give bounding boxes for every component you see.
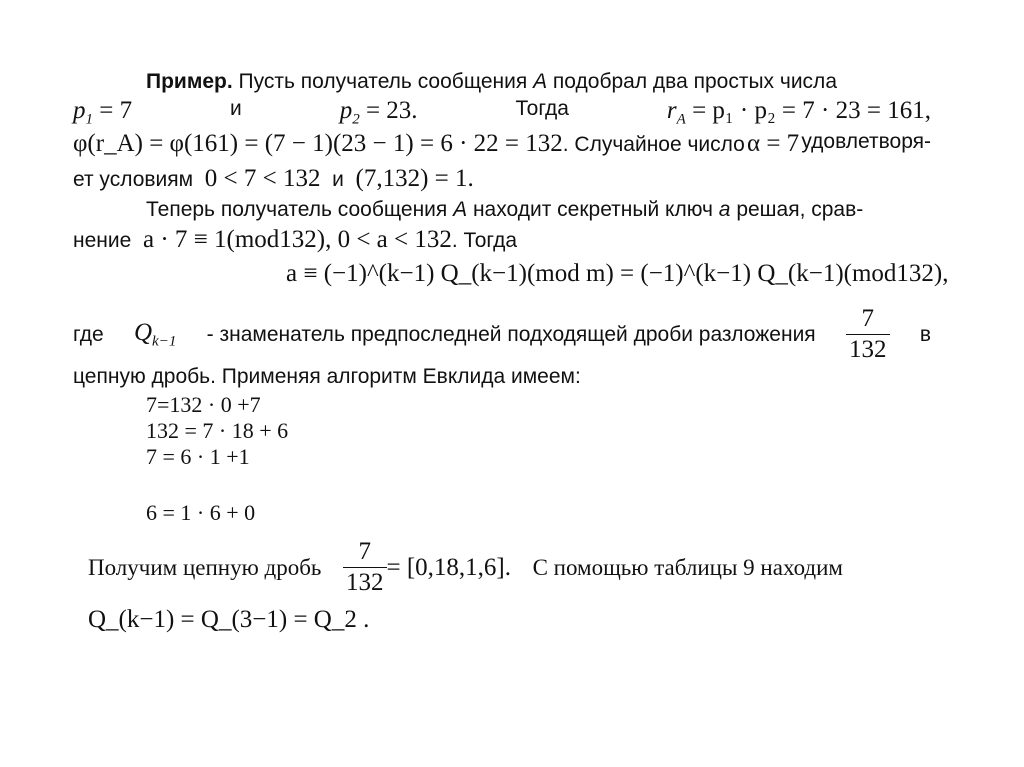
text-fragment: ет условиям	[73, 168, 194, 191]
p1-formula	[73, 97, 132, 128]
text-fragment: . Тогда	[451, 229, 518, 252]
euclid-step-2	[146, 418, 288, 444]
euclid-step-text: 7 = 6 · 1 +1	[146, 444, 250, 469]
continued-fraction	[343, 538, 511, 598]
satisfies-word: удовлетворя-	[801, 130, 931, 153]
fraction-denominator: 132	[343, 567, 387, 598]
paragraph1-line2	[73, 97, 931, 128]
text-fragment: нение	[73, 229, 132, 252]
phi-group	[73, 130, 745, 158]
var-A: A	[533, 70, 548, 93]
paragraph1-line3	[73, 130, 931, 158]
and-word: и	[230, 97, 242, 120]
text-fragment: Пусть получатель сообщения	[232, 70, 534, 93]
var-A: A	[453, 198, 468, 221]
euclid-step-3	[146, 444, 250, 470]
p2-index: 2	[352, 111, 360, 128]
paragraph2-chain-line	[73, 365, 581, 389]
congruence-formula: a · 7 ≡ 1(mod132), 0 < a < 132	[142, 226, 452, 253]
text-fragment: решая, срав-	[730, 198, 864, 221]
Q-symbol-group	[134, 319, 176, 350]
fraction-7-132	[343, 538, 387, 598]
final-formula-text: Q_(k−1) = Q_(3−1) = Q_2 .	[88, 606, 370, 633]
euclid-step-4	[146, 500, 255, 526]
r-symbol: r	[666, 97, 677, 124]
euclid-step-text: 7=132 · 0 +7	[146, 392, 261, 417]
paragraph1-line1	[146, 70, 837, 94]
text-fragment: подобрал два простых числа	[547, 70, 837, 93]
phi-tail: . Случайное число	[562, 133, 745, 156]
fraction-numerator: 7	[861, 305, 874, 332]
paragraph3-line1	[88, 538, 843, 598]
inequality: 0 < 7 < 132	[204, 165, 321, 192]
key-formula	[286, 260, 949, 288]
p2-value: = 23.	[359, 97, 418, 124]
text-fragment: Теперь получатель сообщения	[146, 198, 454, 221]
text-fragment: цепную дробь. Применяя алгоритм Евклида имеем:	[73, 365, 581, 388]
euclid-step-1	[146, 392, 261, 418]
var-a: a	[718, 198, 731, 221]
text-fragment: С помощью таблицы 9 находим	[532, 554, 843, 580]
euclid-step-text: 132 = 7 · 18 + 6	[146, 418, 289, 443]
then-word: Тогда	[515, 97, 569, 120]
in-word: в	[919, 322, 931, 346]
rA-expression: = p₁ · p₂ = 7 · 23 = 161,	[692, 97, 931, 124]
p-symbol: p	[339, 97, 353, 124]
fraction-7-132	[846, 305, 890, 365]
text-fragment: находит секретный ключ	[467, 198, 719, 221]
where-text: - знаменатель предпоследней подходящей дроби разложения	[206, 322, 816, 346]
paragraph2-line2	[73, 226, 517, 254]
p1-index: 1	[85, 111, 93, 128]
p-symbol: p	[73, 97, 86, 124]
paragraph2-where-line	[73, 305, 931, 365]
Q-index: k−1	[152, 333, 177, 350]
example-label: Пример.	[146, 70, 233, 93]
final-formula	[88, 606, 369, 634]
text-fragment: Получим цепную дробь	[88, 554, 322, 580]
paragraph2-line1	[146, 198, 863, 222]
gcd-formula: (7,132) = 1.	[355, 165, 474, 192]
key-formula-text: a ≡ (−1)^(k−1) Q_(k−1)(mod m) = (−1)^(k−1) Q_(k−1)(mod132),	[286, 260, 949, 287]
p2-formula	[340, 97, 418, 128]
and-word: и	[332, 168, 344, 191]
continued-fraction-expansion: = [0,18,1,6].	[386, 553, 511, 581]
alpha-formula: α = 7	[746, 130, 800, 157]
Q-symbol: Q	[133, 319, 153, 347]
where-word: где	[73, 322, 104, 346]
paragraph1-line4	[73, 165, 474, 193]
p1-value: = 7	[93, 97, 133, 124]
rA-index: A	[676, 111, 686, 128]
fraction-denominator: 132	[846, 334, 890, 365]
rA-formula	[667, 97, 931, 128]
phi-formula: φ(r_A) = φ(161) = (7 − 1)(23 − 1) = 6 · 22 = 132	[73, 130, 563, 157]
euclid-step-text: 6 = 1 · 6 + 0	[146, 500, 256, 525]
fraction-numerator: 7	[358, 538, 371, 565]
